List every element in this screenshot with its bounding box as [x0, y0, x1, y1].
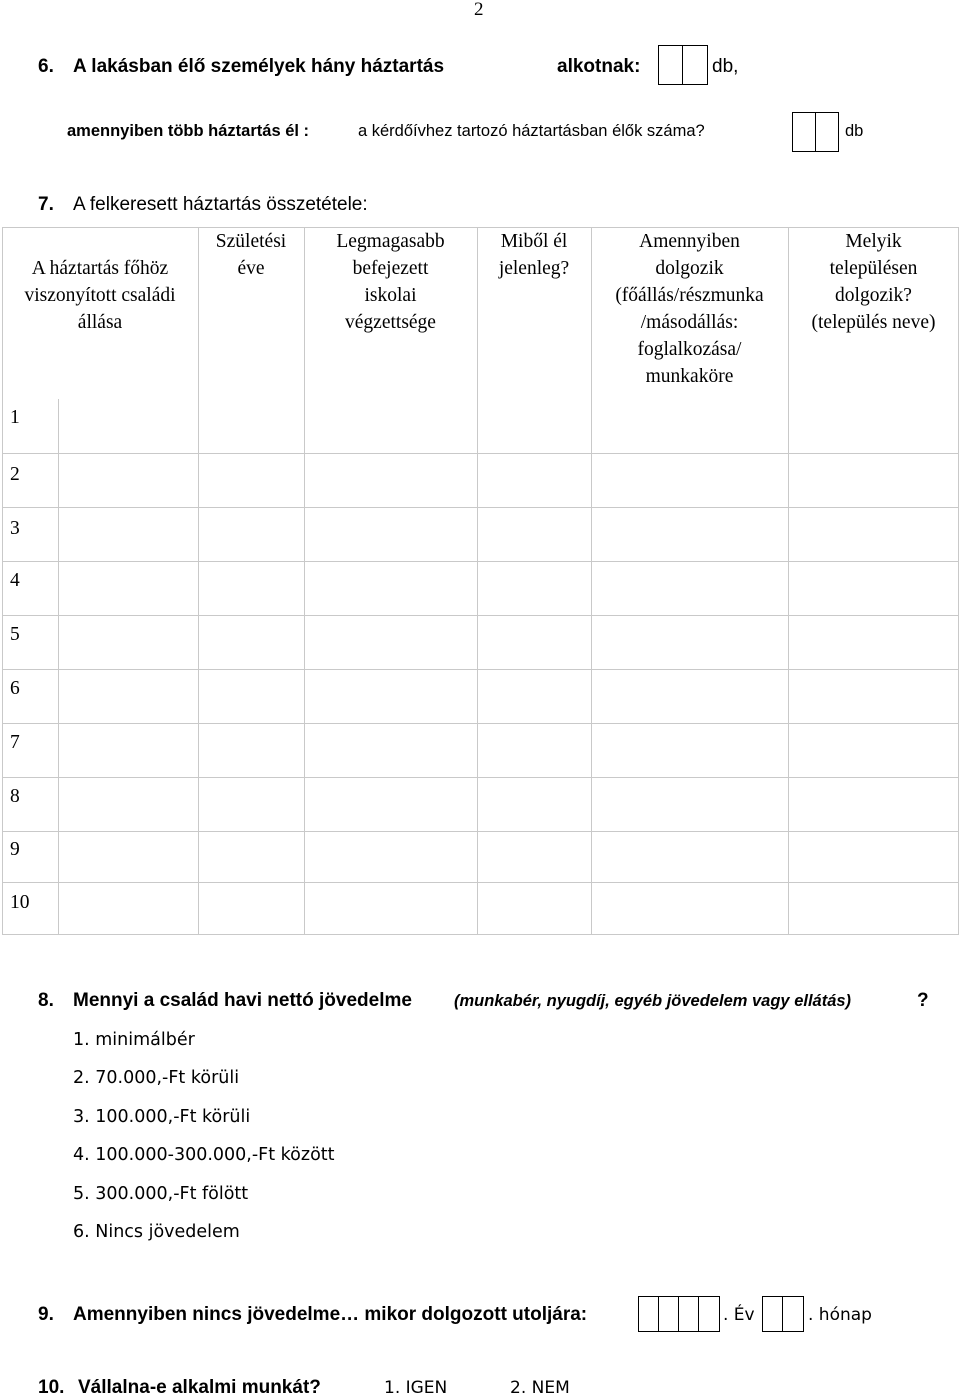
q8-title: Mennyi a család havi nettó jövedelme: [73, 990, 412, 1011]
q8-option[interactable]: 1. minimálbér: [73, 1030, 195, 1050]
q9-year-label: . Év: [723, 1305, 755, 1325]
row-number: 5: [10, 624, 20, 645]
q6-text: A lakásban élő személyek hány háztartás: [73, 56, 445, 77]
q6-household-count-field[interactable]: [658, 45, 708, 85]
q6-unit: db,: [712, 56, 739, 77]
q9-year-field[interactable]: [638, 1296, 720, 1332]
q8-title-italic: (munkabér, nyugdíj, egyéb jövedelem vagy ellátás): [454, 992, 852, 1010]
row-number: 10: [10, 892, 30, 913]
q10-number: 10.: [38, 1377, 65, 1398]
header-birth-year: Születési éve: [215, 231, 287, 279]
row-number: 3: [10, 518, 20, 539]
row-number: 4: [10, 570, 20, 591]
q10-option-no[interactable]: 2. NEM: [510, 1378, 570, 1398]
q6-persons-count-field[interactable]: [792, 112, 839, 152]
q6-sub-text: a kérdőívhez tartozó háztartásban élők száma?: [358, 122, 705, 140]
q9-month-label: . hónap: [808, 1305, 872, 1325]
header-family-status: A háztartás főhöz viszonyított családi állása: [24, 258, 176, 333]
header-occupation: Amennyiben dolgozik (főállás/részmunka /másodállás: foglalkozása/ munkaköre: [615, 231, 764, 387]
q6-text-b: alkotnak:: [557, 56, 641, 77]
q6-number: 6.: [38, 56, 54, 77]
row-number: 7: [10, 732, 20, 753]
q8-option[interactable]: 2. 70.000,-Ft körüli: [73, 1068, 240, 1088]
q8-option[interactable]: 3. 100.000,-Ft körüli: [73, 1107, 251, 1127]
header-work-location: Melyik településen dolgozik? (település neve): [811, 231, 936, 333]
q10-option-yes[interactable]: 1. IGEN: [384, 1378, 448, 1398]
q8-option[interactable]: 6. Nincs jövedelem: [73, 1222, 240, 1242]
row-number: 9: [10, 839, 20, 860]
row-number: 8: [10, 786, 20, 807]
q10-title: Vállalna-e alkalmi munkát?: [78, 1377, 321, 1398]
page-number: 2: [474, 0, 484, 20]
q8-qmark: ?: [917, 990, 929, 1011]
header-income-source: Miből él jelenleg?: [498, 231, 570, 279]
q7-title: A felkeresett háztartás összetétele:: [73, 194, 368, 215]
q9-title: Amennyiben nincs jövedelme… mikor dolgozott utoljára:: [73, 1304, 588, 1325]
header-education: Legmagasabb befejezett iskolai végzettsége: [336, 231, 445, 333]
q9-month-field[interactable]: [762, 1296, 804, 1332]
q6-unit-2: db: [845, 122, 864, 140]
q9-number: 9.: [38, 1304, 54, 1325]
row-number: 6: [10, 678, 20, 699]
q8-number: 8.: [38, 990, 54, 1011]
q8-option[interactable]: 4. 100.000-300.000,-Ft között: [73, 1145, 335, 1165]
household-table: [2, 227, 959, 935]
row-number: 2: [10, 464, 20, 485]
q6-sub-bold: amennyiben több háztartás él :: [67, 122, 310, 140]
q8-option[interactable]: 5. 300.000,-Ft fölött: [73, 1184, 249, 1204]
q7-number: 7.: [38, 194, 54, 215]
row-number: 1: [10, 407, 20, 428]
